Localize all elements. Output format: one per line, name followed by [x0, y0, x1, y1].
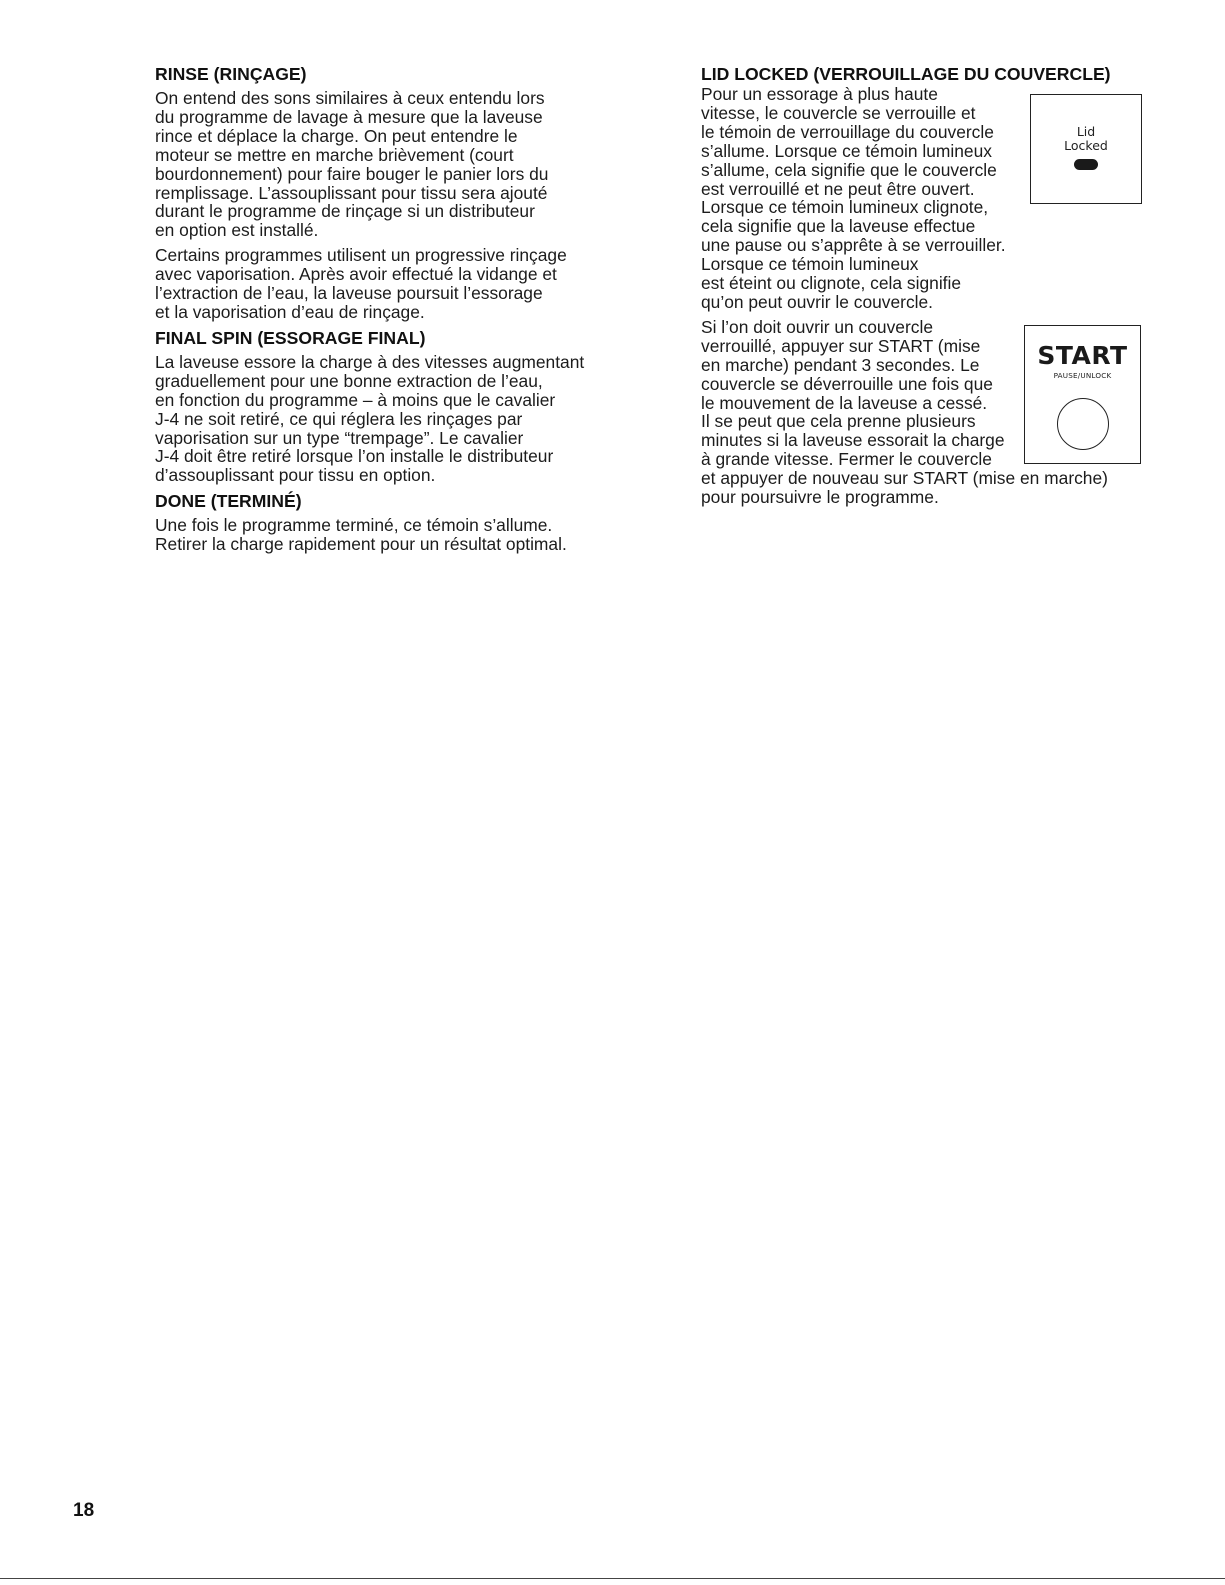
text-line: Lorsque ce témoin lumineux clignote,	[701, 197, 989, 218]
rinse-paragraph-1	[155, 89, 605, 240]
text-line: J-4 doit être retiré lorsque l’on installe le distributeur	[155, 446, 554, 467]
text-line: et la vaporisation d’eau de rinçage.	[155, 301, 425, 322]
text-line: avec vaporisation. Après avoir effectué la vidange et	[155, 264, 557, 285]
text-line: moteur se mettre en marche brièvement (court	[155, 144, 514, 165]
text-line: durant le programme de rinçage si un distributeur	[155, 201, 535, 222]
lid-indicator-label-line2: Locked	[1064, 138, 1108, 153]
text-line: La laveuse essore la charge à des vitesses augmentant	[155, 351, 585, 372]
text-line: en option est installé.	[155, 220, 319, 241]
text-line: est verrouillé et ne peut être ouvert.	[701, 178, 975, 199]
text-line: vitesse, le couvercle se verrouille et	[701, 102, 976, 123]
text-line: qu’on peut ouvrir le couvercle.	[701, 291, 934, 312]
final-spin-paragraph	[155, 353, 605, 485]
text-line: Si l’on doit ouvrir un couvercle	[701, 316, 933, 337]
text-line: Retirer la charge rapidement pour un résultat optimal.	[155, 534, 567, 555]
start-label: START	[1037, 341, 1128, 370]
text-line: J-4 ne soit retiré, ce qui réglera les rinçages par	[155, 408, 523, 429]
start-button-figure	[1024, 325, 1141, 464]
text-line: remplissage. L’assouplissant pour tissu sera ajouté	[155, 182, 548, 203]
rinse-paragraph-2	[155, 246, 605, 322]
text-line: bourdonnement) pour faire bouger le panier lors du	[155, 163, 549, 184]
text-line: Une fois le programme terminé, ce témoin s’allume.	[155, 515, 553, 536]
text-line: en fonction du programme – à moins que le cavalier	[155, 389, 556, 410]
text-line: d’assouplissant pour tissu en option.	[155, 465, 436, 486]
text-line: Certains programmes utilisent un progressive rinçage	[155, 245, 567, 266]
left-column	[155, 64, 605, 560]
text-line: le témoin de verrouillage du couvercle	[701, 121, 994, 142]
rinse-heading: RINSE (RINÇAGE)	[155, 64, 307, 84]
text-line: couvercle se déverrouille une fois que	[701, 373, 993, 394]
text-line: vaporisation sur un type “trempage”. Le cavalier	[155, 427, 524, 448]
text-line: s’allume, cela signifie que le couvercle	[701, 159, 997, 180]
pause-unlock-label: PAUSE/UNLOCK	[1053, 371, 1112, 380]
text-line: l’extraction de l’eau, la laveuse poursuit l’essorage	[155, 283, 543, 304]
text-line: Lorsque ce témoin lumineux	[701, 254, 919, 275]
done-paragraph	[155, 516, 605, 554]
text-line: graduellement pour une bonne extraction de l’eau,	[155, 370, 543, 391]
text-line: Il se peut que cela prenne plusieurs	[701, 411, 976, 432]
lid-indicator-label-line1: Lid	[1076, 124, 1096, 139]
bottom-rule	[0, 1578, 1225, 1579]
page-number: 18	[73, 1500, 95, 1521]
indicator-light-icon	[1074, 159, 1098, 170]
text-line: On entend des sons similaires à ceux entendu lors	[155, 88, 545, 108]
text-line: Pour un essorage à plus haute	[701, 84, 938, 104]
text-line: en marche) pendant 3 secondes. Le	[701, 354, 980, 375]
text-line: s’allume. Lorsque ce témoin lumineux	[701, 140, 992, 161]
text-line: verrouillé, appuyer sur START (mise	[701, 335, 981, 356]
text-line: et appuyer de nouveau sur START (mise en marche)	[701, 468, 1108, 489]
text-line: le mouvement de la laveuse a cessé.	[701, 392, 988, 413]
section-rinse	[155, 64, 605, 322]
lid-locked-heading: LID LOCKED (VERROUILLAGE DU COUVERCLE)	[701, 64, 1111, 84]
text-line: est éteint ou clignote, cela signifie	[701, 273, 962, 294]
text-line: à grande vitesse. Fermer le couvercle	[701, 449, 992, 470]
text-line: pour poursuivre le programme.	[701, 487, 939, 508]
text-line: minutes si la laveuse essorait la charge	[701, 430, 1005, 451]
text-line: cela signifie que la laveuse effectue	[701, 216, 976, 237]
round-button-icon	[1057, 398, 1109, 450]
lid-locked-indicator-figure	[1030, 94, 1142, 204]
section-final-spin	[155, 328, 605, 485]
done-heading: DONE (TERMINÉ)	[155, 491, 302, 512]
text-line: du programme de lavage à mesure que la laveuse	[155, 106, 543, 127]
final-spin-heading: FINAL SPIN (ESSORAGE FINAL)	[155, 327, 426, 348]
text-line: rince et déplace la charge. On peut entendre le	[155, 125, 518, 146]
text-line: une pause ou s’apprête à se verrouiller.	[701, 235, 1006, 256]
section-done	[155, 491, 605, 554]
